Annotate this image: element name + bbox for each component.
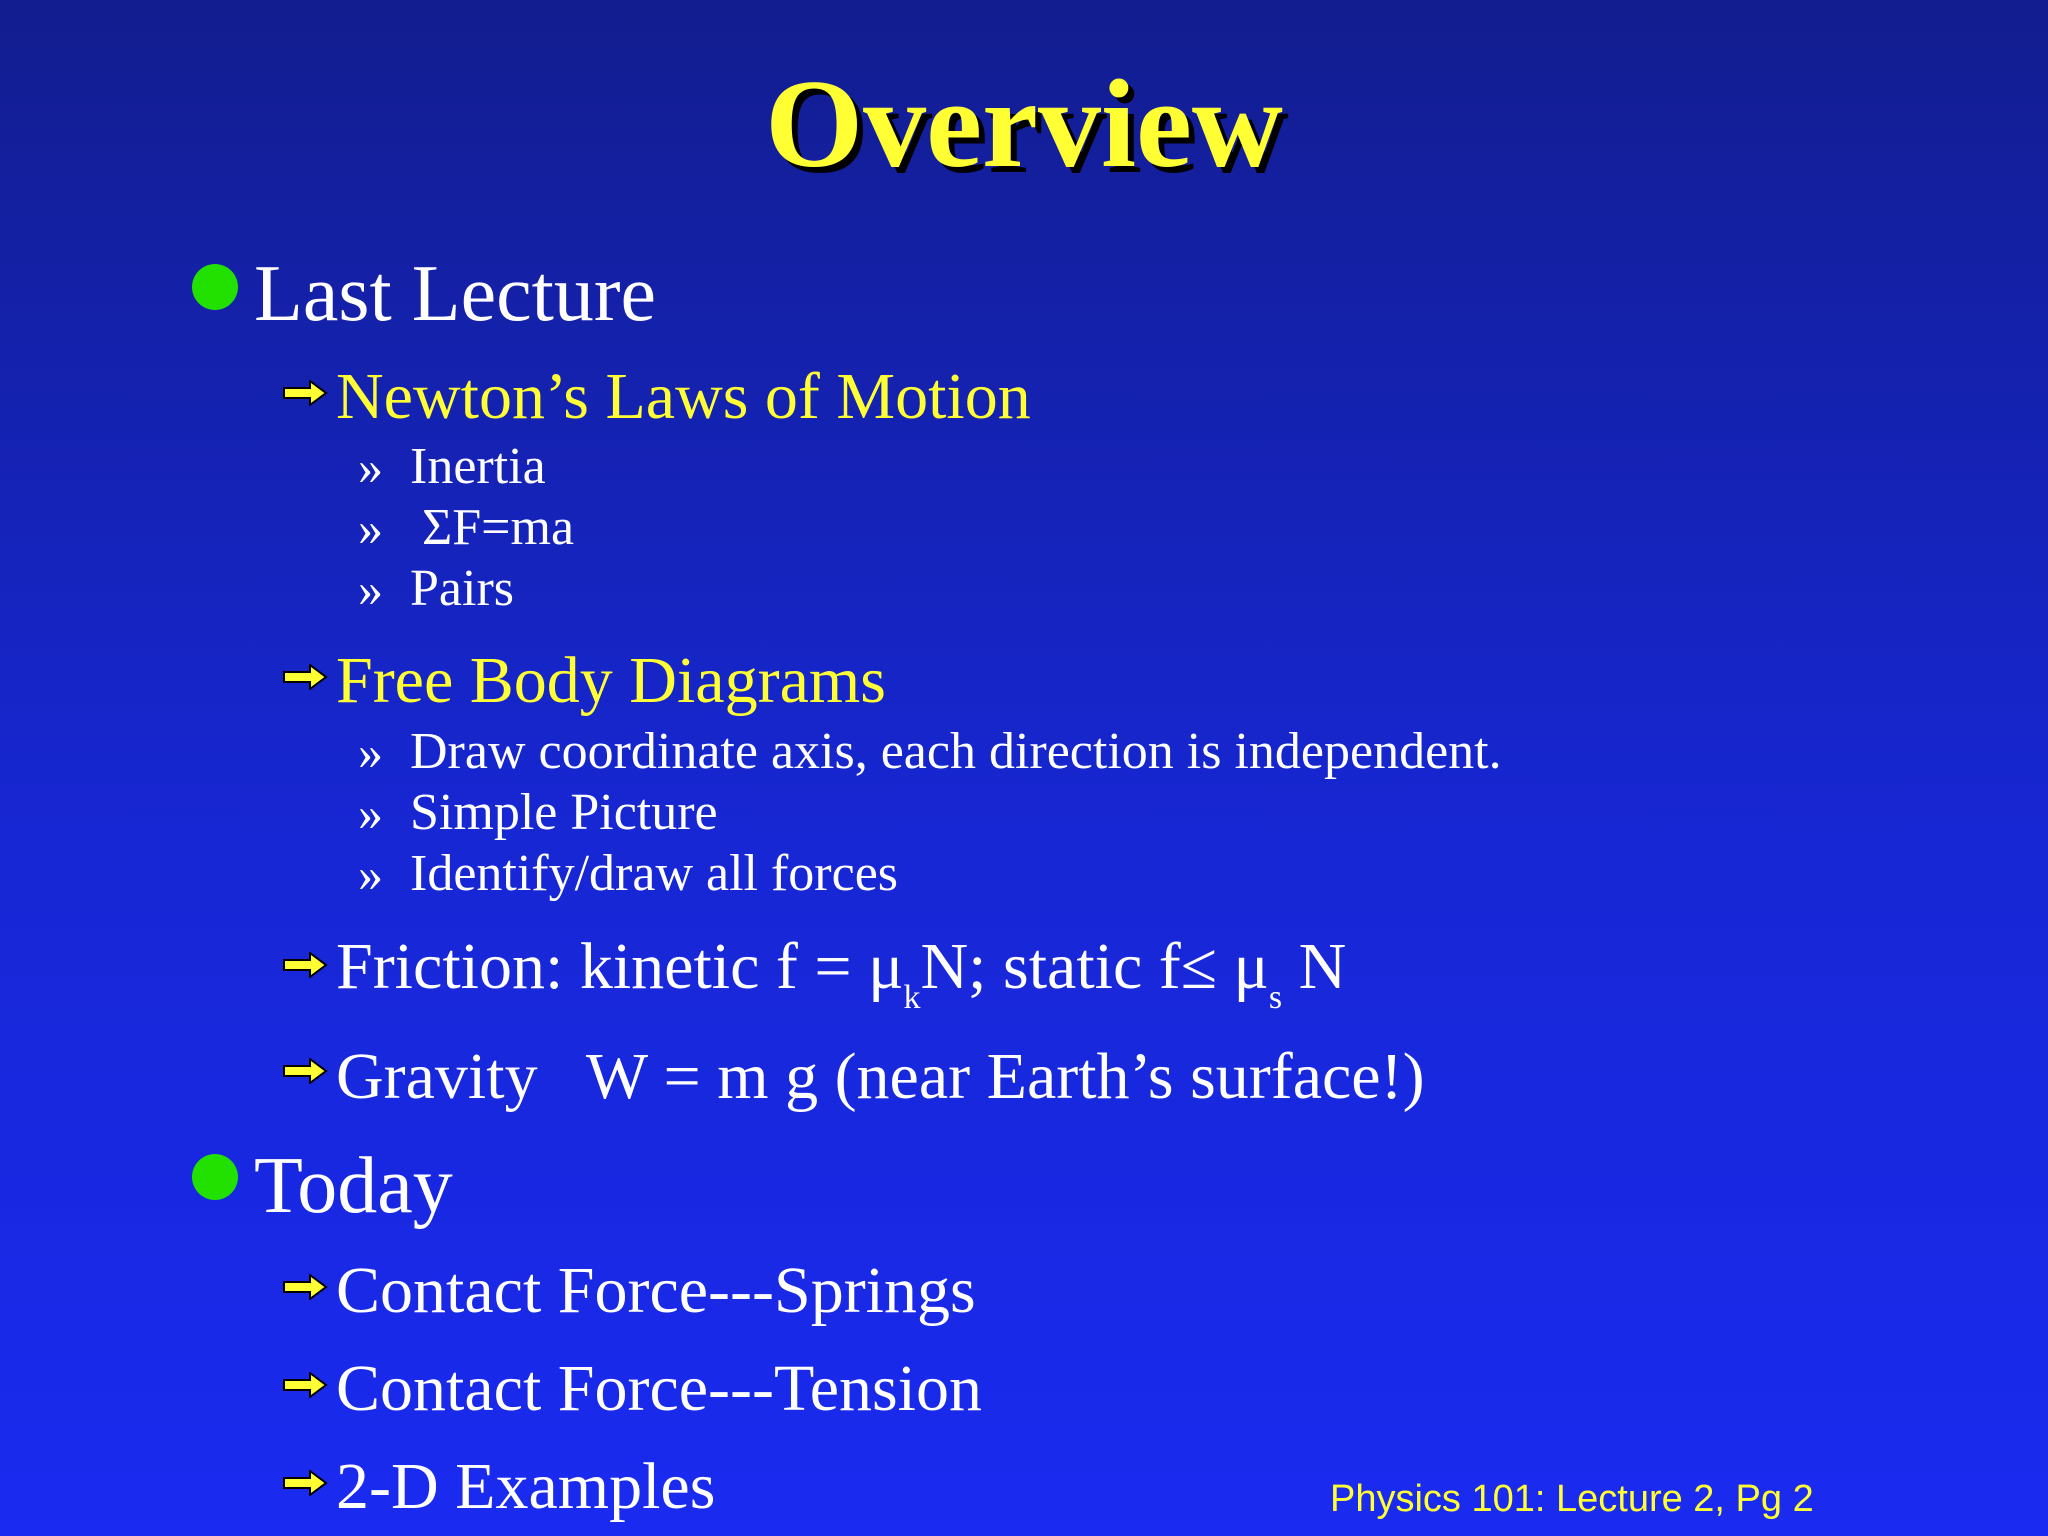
arrow-right-icon	[282, 380, 328, 406]
item-contact-force-tension: Contact Force---Tension	[336, 1352, 983, 1425]
subitem-inertia: Inertia	[410, 438, 546, 495]
subitem-draw-coordinate-axis: Draw coordinate axis, each direction is independent.	[410, 723, 1502, 780]
friction-text-kinetic: Friction: kinetic f = μ	[336, 930, 904, 1003]
item-friction	[336, 930, 1347, 1016]
arrow-right-icon	[282, 1058, 328, 1084]
section-heading-last-lecture: Last Lecture	[254, 250, 656, 338]
arrow-right-icon	[282, 1274, 328, 1300]
green-dot-icon	[192, 1154, 238, 1200]
item-2d-examples: 2-D Examples	[336, 1450, 716, 1523]
sub-bullet-glyph: »	[358, 439, 383, 495]
green-dot-icon	[192, 264, 238, 310]
friction-text-static: N; static f≤ μ	[920, 930, 1269, 1003]
arrow-right-icon	[282, 952, 328, 978]
item-free-body-diagrams: Free Body Diagrams	[336, 644, 886, 717]
subitem-pairs: Pairs	[410, 560, 514, 617]
slide-footer: Physics 101: Lecture 2, Pg 2	[1330, 1478, 1814, 1520]
sub-bullet-glyph: »	[358, 724, 383, 780]
friction-text-n: N	[1282, 930, 1347, 1003]
item-gravity: Gravity W = m g (near Earth’s surface!)	[336, 1040, 1425, 1113]
friction-subscript-k: k	[903, 979, 921, 1016]
slide-title: Overview	[765, 55, 1283, 194]
sub-bullet-glyph: »	[358, 561, 383, 617]
sub-bullet-glyph: »	[358, 785, 383, 841]
sub-bullet-glyph: »	[358, 500, 383, 556]
arrow-right-icon	[282, 1470, 328, 1496]
subitem-simple-picture: Simple Picture	[410, 784, 718, 841]
subitem-sum-f-ma: ΣF=ma	[422, 499, 575, 556]
arrow-right-icon	[282, 1372, 328, 1398]
friction-subscript-s: s	[1268, 979, 1283, 1016]
arrow-right-icon	[282, 664, 328, 690]
item-contact-force-springs: Contact Force---Springs	[336, 1254, 976, 1327]
sub-bullet-glyph: »	[358, 846, 383, 902]
section-heading-today: Today	[254, 1142, 453, 1230]
item-newtons-laws: Newton’s Laws of Motion	[336, 360, 1031, 433]
subitem-identify-forces: Identify/draw all forces	[410, 845, 899, 902]
